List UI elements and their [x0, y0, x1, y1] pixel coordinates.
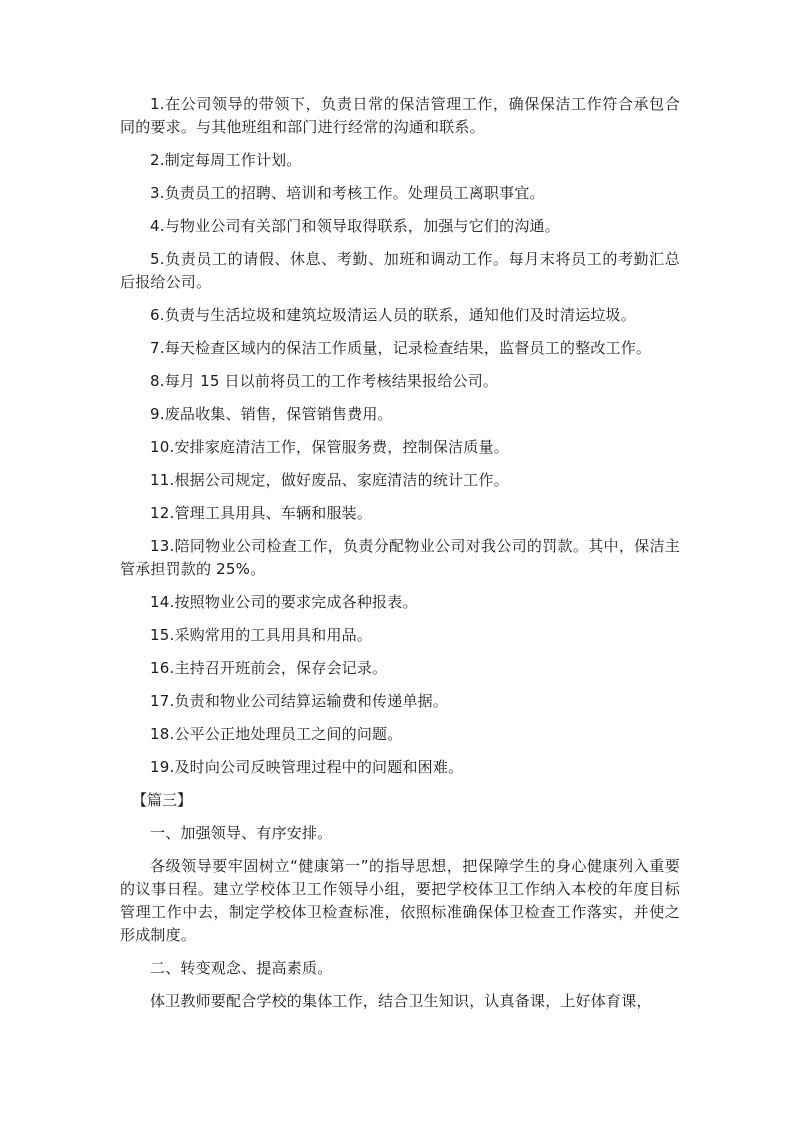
- list-item: 1.在公司领导的带领下，负责日常的保洁管理工作，确保保洁工作符合承包合同的要求。与其他班组和部门进行经常的沟通和联系。: [120, 95, 680, 136]
- list-item: 19.及时向公司反映管理过程中的问题和困难。: [150, 758, 464, 776]
- list-item: 15.采购常用的工具用具和用品。: [150, 626, 373, 644]
- list-item: 2.制定每周工作计划。: [150, 151, 302, 169]
- list-item: 12.管理工具用具、车辆和服装。: [150, 504, 373, 522]
- list-item: 5.负责员工的请假、休息、考勤、加班和调动工作。每月末将员工的考勤汇总后报给公司。: [120, 250, 680, 291]
- list-item: 6.负责与生活垃圾和建筑垃圾清运人员的联系，通知他们及时清运垃圾。: [150, 306, 636, 324]
- section-paragraph-2: 体卫教师要配合学校的集体工作，结合卫生知识，认真备课，上好体育课，: [150, 992, 652, 1010]
- section-subheading-2: 二、转变观念、提高素质。: [150, 959, 333, 977]
- list-item: 10.安排家庭清洁工作，保管服务费，控制保洁质量。: [150, 438, 509, 456]
- list-item: 8.每月 15 日以前将员工的工作考核结果报给公司。: [150, 372, 499, 390]
- list-item: 3.负责员工的招聘、培训和考核工作。处理员工离职事宜。: [150, 184, 545, 202]
- section-subheading-1: 一、加强领导、有序安排。: [150, 824, 333, 842]
- list-item: 11.根据公司规定，做好废品、家庭清洁的统计工作。: [150, 471, 509, 489]
- list-item: 16.主持召开班前会，保存会记录。: [150, 659, 388, 677]
- list-item: 4.与物业公司有关部门和领导取得联系，加强与它们的沟通。: [150, 217, 560, 235]
- section-paragraph-1: 各级领导要牢固树立“健康第一”的指导思想，把保障学生的身心健康列入重要的议事日程。建立学校体卫工作领导小组，要把学校体卫工作纳入本校的年度目标管理工作中去，制定学校体卫检查标准，依照标准确保体卫检查工作落实，并使之形成制度。: [120, 857, 680, 944]
- list-item: 9.废品收集、销售，保管销售费用。: [150, 405, 393, 423]
- document-body: [120, 93, 680, 1023]
- list-item: 7.每天检查区域内的保洁工作质量，记录检查结果，监督员工的整改工作。: [150, 339, 652, 357]
- list-item: 17.负责和物业公司结算运输费和传递单据。: [150, 692, 449, 710]
- list-item: 18.公平公正地处理员工之间的问题。: [150, 725, 403, 743]
- section-heading: 【篇三】: [132, 791, 193, 809]
- list-item: 14.按照物业公司的要求完成各种报表。: [150, 593, 418, 611]
- list-item: 13.陪同物业公司检查工作，负责分配物业公司对我公司的罚款。其中，保洁主管承担罚款的 25%。: [120, 537, 680, 578]
